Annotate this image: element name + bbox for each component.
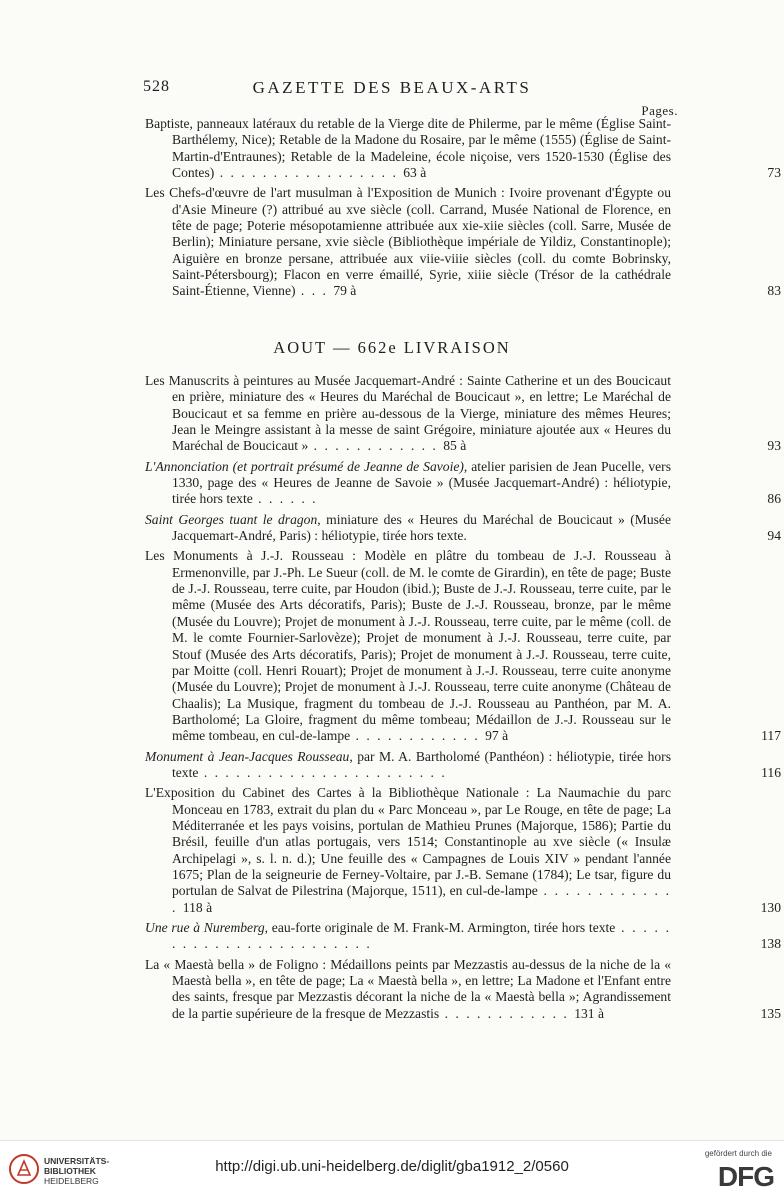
list-entry: Les Chefs-d'œuvre de l'art musulman à l'Exposition de Munich : Ivoire provenant d'Égypte ou d'Asie Mineure (?) attribué au xve siècle (coll. Carrand, Musée National de Florence, en tête de page; Poterie mésopotamienne attribuée aux xie-xiie siècles (coll. Sarre, Musée de Berlin); Miniature persane, xvie siècle (Bibliothèque impériale de Yildiz, Constantinople); Aiguière en bronze persane, attribuée aux viie-viiie siècles (coll. du comte Bobrinsky, Saint-Pétersbourg); Flacon en verre émaillé, Syrie, xiiie siècle (Trésor de la cathédrale Saint-Étienne, Vienne) . . . 79 à 83	[145, 185, 781, 299]
list-entry: L'Exposition du Cabinet des Cartes à la Bibliothèque Nationale : La Naumachie du parc Monceau en 1783, extrait du plan du « Parc Monceau », par Le Rouge, en tête de page; La Méditerranée et les pays voisins, portulan de Mathieu Prunes (Majorque, 1586); Partie du Brésil, feuille d'un atlas portugais, vers 1514; Constantinople au xve siècle (« Insulæ Archipelagi », s. l. n. d.); Une feuille des « Campagnes de Louis XIV » pendant l'année 1675; Plan de la seigneurie de Ferney-Voltaire, par J.-B. Semane (1784); Le tsar, figure du portulan de Salvat de Pilestrina (Majorque, 1511), en cul-de-lampe . . . . . . . . . . . . . 118 à 130	[145, 785, 781, 915]
entries-bottom-list	[145, 373, 781, 1026]
entry-ref: 63 à	[403, 165, 427, 181]
entry-ref: 85 à	[443, 438, 467, 454]
entry-page: 138	[760, 936, 781, 952]
list-entry: Une rue à Nuremberg, eau-forte originale de M. Frank-M. Armington, tirée hors texte . . . . . . . . . . . . . . . . . . . . . . . . 138	[145, 920, 781, 952]
entry-page: 83	[767, 283, 781, 299]
list-entry: Les Manuscrits à peintures au Musée Jacquemart-André : Sainte Catherine et un des Boucicaut en prière, miniature des « Heures du Maréchal de Boucicaut », en lettre; Le Maréchal de Boucicaut et sa femme en prière au-dessous de la Vierge, miniature des mêmes Heures; Jean le Meingre assistant à la messe de saint Grégoire, miniature ajoutée aux « Heures du Maréchal de Boucicaut » . . . . . . . . . . . . 85 à 93	[145, 373, 781, 454]
pages-column-label: Pages.	[641, 103, 678, 118]
source-url-link[interactable]: http://digi.ub.uni-heidelberg.de/diglit/gba1912_2/0560	[215, 1158, 569, 1175]
page-header	[0, 78, 784, 98]
entry-title: L'Annonciation (et portrait présumé de Jeanne de Savoie)	[145, 458, 464, 474]
footer-bar	[0, 1140, 784, 1199]
list-entry: L'Annonciation (et portrait présumé de Jeanne de Savoie), atelier parisien de Jean Pucelle, vers 1330, page des « Heures de Jeanne de Savoie » (Musée Jacquemart-André) : héliotypie, tirée hors texte . . . . . . 86	[145, 458, 781, 507]
funding-note: gefördert durch die	[704, 1149, 772, 1158]
page-number: 528	[143, 78, 170, 95]
entry-title: Une rue à Nuremberg	[145, 920, 265, 935]
list-entry: La « Maestà bella » de Foligno : Médaillons peints par Mezzastis au-dessus de la niche de la « Maestà bella », en tête de page; La « Maestà bella », en lettre; La Madone et l'Enfant entre des saints, fresque par Mezzastis décorant la niche de la « Maestà bella »; Agrandissement de la partie supérieure de la fresque de Mezzastis . . . . . . . . . . . . 131 à 135	[145, 956, 781, 1021]
entry-title: Monument à Jean-Jacques Rousseau	[145, 748, 350, 764]
entry-page: 116	[761, 764, 781, 780]
list-entry: Saint Georges tuant le dragon, miniature des « Heures du Maréchal de Boucicaut » (Musée Jacquemart-André, Paris) : héliotypie, tirée hors texte. 94	[145, 511, 781, 544]
journal-title: GAZETTE DES BEAUX-ARTS	[252, 78, 532, 97]
entry-page: 73	[767, 165, 781, 181]
entry-page: 93	[767, 438, 781, 454]
entry-ref: 118 à	[182, 899, 213, 915]
list-entry: Baptiste, panneaux latéraux du retable de la Vierge dite de Philerme, par le même (Église Saint-Barthélemy, Nice); Retable de la Madone du Rosaire, par le même (1555) (Église de Saint-Martin-d'Entraunes); Retable de la Madeleine, école niçoise, vers 1520-1530 (Église des Contes) . . . . . . . . . . . . . . . . . 63 à 73	[145, 116, 781, 181]
list-entry: Monument à Jean-Jacques Rousseau, par M. A. Bartholomé (Panthéon) : héliotypie, tirée hors texte . . . . . . . . . . . . . . . . . . . . . . . 116	[145, 748, 781, 780]
entry-page: 130	[760, 899, 781, 915]
list-entry: Les Monuments à J.-J. Rousseau : Modèle en plâtre du tombeau de J.-J. Rousseau à Ermenonville, par J.-Ph. Le Sueur (coll. de M. le comte de Girardin), en tête de page; Buste de J.-J. Rousseau, terre cuite, par Houdon (ibid.); Buste de J.-J. Rousseau, terre cuite, par le même (Musée des Arts décoratifs, Paris); Buste de J.-J. Rousseau, bronze, par le même (Musée du Louvre); Projet de monument à J.-J. Rousseau, terre cuite, par le même (coll. de M. le comte Fournier-Sarlovèze); Projet de monument à J.-J. Rousseau, terre cuite, par Stouf (Musée des Arts décoratifs, Paris); Projet de monument à J.-J. Rousseau, terre cuite, par Moitte (coll. Henri Rouart); Projet de monument à J.-J. Rousseau, terre cuite anonyme (Musée du Louvre); Projet de monument à J.-J. Rousseau, terre cuite anonyme (Château de Chaalis); La Musique, fragment du tombeau de J.-J. Rousseau au Panthéon, par M. A. Bartholomé; La Gloire, fragment du même tombeau; Médaillon de J.-J. Rousseau sur le même tombeau, en cul-de-lampe . . . . . . . . . . . . 97 à 117	[145, 548, 781, 744]
entry-ref: 79 à	[333, 283, 357, 299]
entry-page: 94	[767, 528, 781, 544]
entry-page: 135	[760, 1005, 781, 1021]
entry-ref: 97 à	[485, 728, 509, 744]
entry-page: 117	[761, 728, 781, 744]
entries-top-list	[145, 116, 781, 304]
library-name: UNIVERSITÄTS- BIBLIOTHEK HEIDELBERG	[44, 1156, 110, 1186]
entry-ref: 131 à	[574, 1005, 605, 1021]
dfg-logo: DFG	[717, 1161, 774, 1192]
section-heading: AOUT — 662e LIVRAISON	[273, 338, 511, 357]
entry-page: 86	[767, 491, 781, 507]
entry-title: Saint Georges tuant le dragon	[145, 511, 318, 527]
